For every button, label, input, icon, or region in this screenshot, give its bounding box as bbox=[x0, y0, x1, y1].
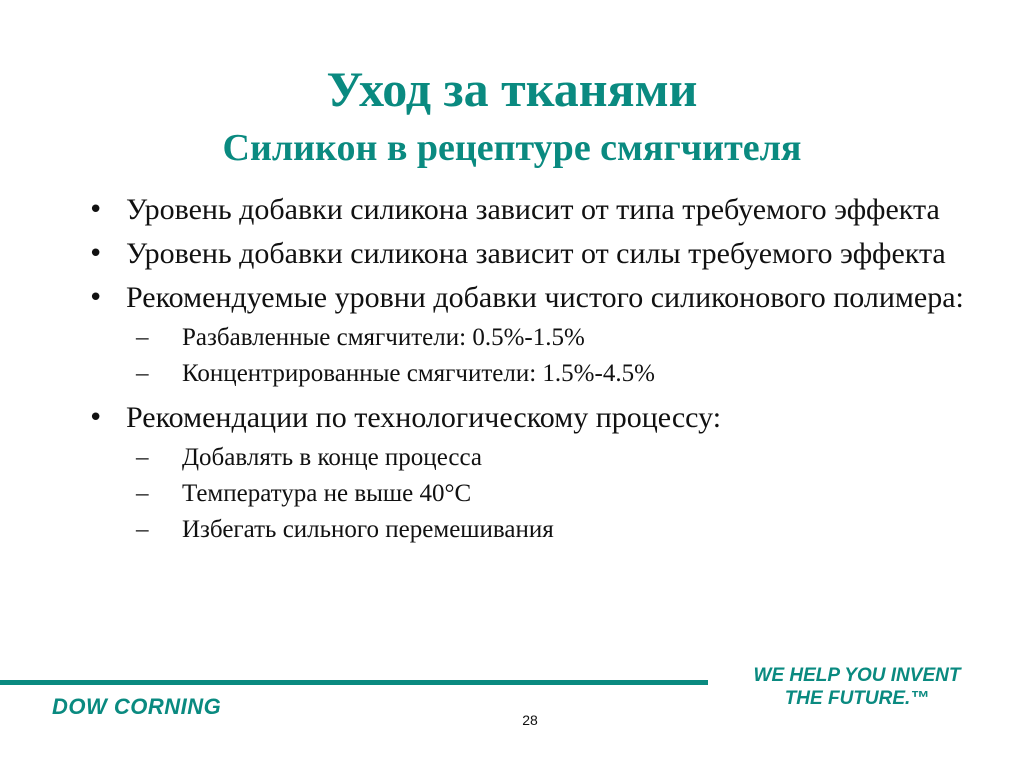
sub-bullet-item bbox=[136, 320, 968, 356]
bullet-item bbox=[88, 280, 968, 392]
bullet-item bbox=[88, 400, 968, 548]
tagline-line: THE FUTURE.™ bbox=[784, 688, 930, 709]
bullet-text: Уровень добавки силикона зависит от типа требуемого эффекта bbox=[126, 193, 940, 226]
sub-bullet-item bbox=[136, 512, 968, 548]
bullet-item bbox=[88, 192, 968, 228]
sub-bullet-marker: – bbox=[136, 360, 149, 387]
sub-bullet-item bbox=[136, 440, 968, 476]
bullet-marker: • bbox=[88, 195, 104, 225]
footer-divider bbox=[0, 680, 708, 685]
sub-bullet-item bbox=[136, 356, 968, 392]
brand-logo: DOW CORNING bbox=[52, 694, 222, 719]
sub-bullet-marker: – bbox=[136, 480, 149, 507]
bullet-marker: • bbox=[88, 239, 104, 269]
bullet-text: Уровень добавки силикона зависит от силы требуемого эффекта bbox=[126, 237, 946, 270]
sub-bullet-text: Концентрированные смягчители: 1.5%-4.5% bbox=[182, 360, 655, 387]
page-number: 28 bbox=[522, 712, 538, 728]
bullet-marker: • bbox=[88, 283, 104, 313]
sub-bullet-item bbox=[136, 476, 968, 512]
sub-bullet-text: Разбавленные смягчители: 0.5%-1.5% bbox=[182, 324, 585, 351]
sub-bullet-list bbox=[126, 320, 968, 392]
tagline-line: WE HELP YOU INVENT bbox=[753, 665, 961, 686]
sub-bullet-text: Избегать сильного перемешивания bbox=[182, 516, 554, 543]
sub-bullet-text: Добавлять в конце процесса bbox=[182, 444, 482, 471]
slide-title: Уход за тканями bbox=[326, 61, 698, 117]
bullet-item bbox=[88, 236, 968, 272]
bullet-list bbox=[88, 192, 968, 556]
sub-bullet-list bbox=[126, 440, 968, 548]
sub-bullet-marker: – bbox=[136, 324, 149, 351]
sub-bullet-text: Температура не выше 40°С bbox=[182, 480, 472, 507]
bullet-text: Рекомендуемые уровни добавки чистого силиконового полимера: bbox=[126, 281, 964, 314]
bullet-marker: • bbox=[88, 403, 104, 433]
sub-bullet-marker: – bbox=[136, 516, 149, 543]
brand-tagline bbox=[712, 664, 1002, 710]
slide-subtitle: Силикон в рецептуре смягчителя bbox=[222, 127, 802, 169]
sub-bullet-marker: – bbox=[136, 444, 149, 471]
bullet-text: Рекомендации по технологическому процессу: bbox=[126, 401, 722, 434]
